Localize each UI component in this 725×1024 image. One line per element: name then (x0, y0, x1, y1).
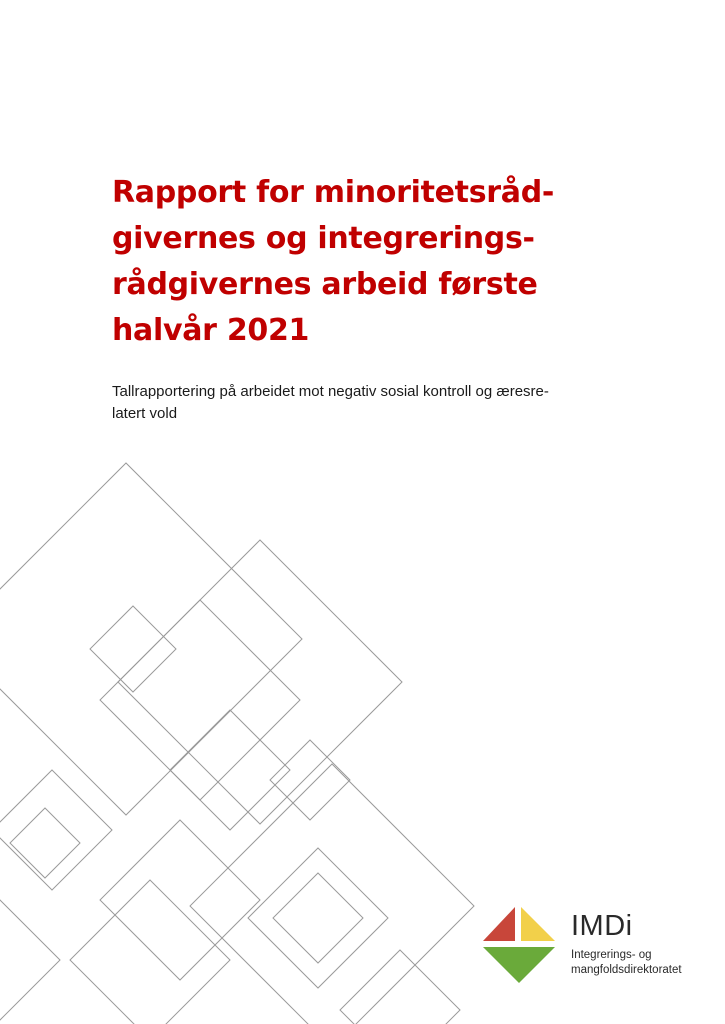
subtitle-line: Tallrapportering på arbeidet mot negativ sosial kontroll og æresre- (112, 383, 549, 400)
diamond-shape (0, 770, 112, 890)
diamond-shape (0, 900, 60, 1020)
logo-yellow-triangle (521, 907, 555, 941)
logo-green-triangle (483, 947, 555, 983)
logo-subtitle-line: Integrerings- og (571, 949, 652, 961)
diamond-shape (270, 740, 350, 820)
title-line: rådgivernes arbeid første (112, 267, 538, 302)
diamond-shape (340, 950, 460, 1024)
diamond-shape (118, 540, 402, 824)
diamond-shape (0, 463, 302, 815)
diamond-shape (70, 880, 230, 1024)
diamond-shape (90, 606, 176, 692)
diamond-shape (100, 600, 300, 800)
imdi-logo-mark-icon (481, 903, 557, 983)
logo-red-triangle (483, 907, 515, 941)
logo-subtitle (571, 948, 682, 978)
diamond-shape (10, 808, 80, 878)
subtitle-line: latert vold (112, 405, 178, 422)
logo-subtitle-line: mangfoldsdirektoratet (571, 964, 682, 976)
diamond-shape (190, 764, 474, 1024)
diamond-shape (100, 820, 260, 980)
diamond-shape (248, 848, 388, 988)
logo-name: IMDi (571, 910, 633, 942)
diamond-shape (273, 873, 363, 963)
title-line: Rapport for minoritetsråd- (112, 175, 555, 210)
title-line: givernes og integrerings- (112, 221, 535, 256)
title-line: halvår 2021 (112, 313, 310, 348)
